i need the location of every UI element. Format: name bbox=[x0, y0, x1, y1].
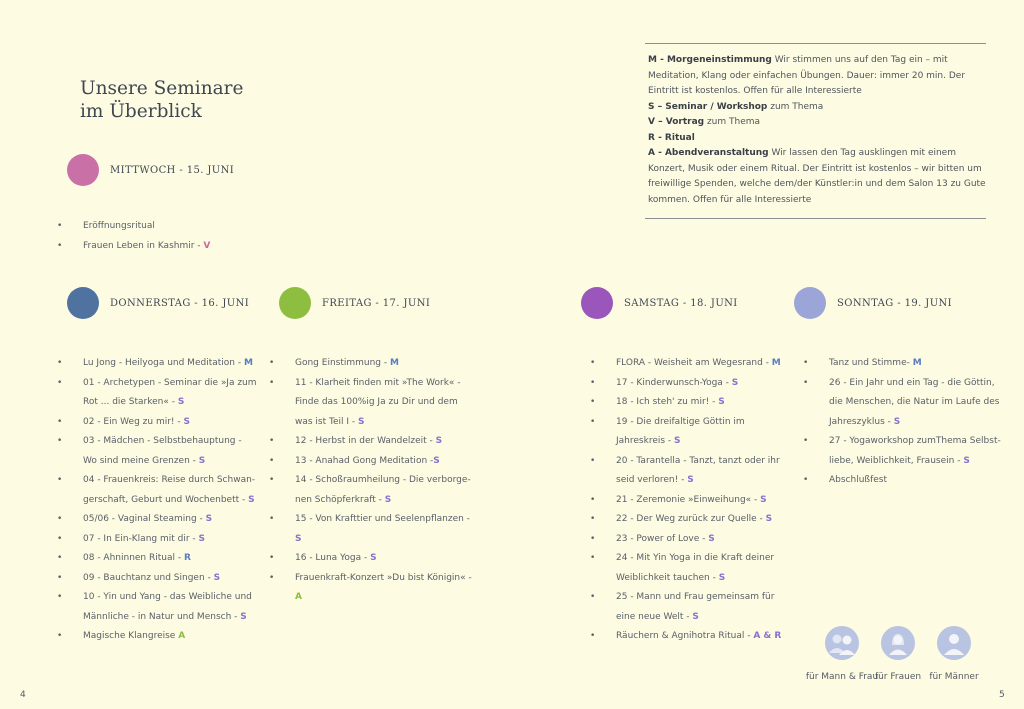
item-text: 04 - Frauenkreis: Reise durch Schwan- gerschaft, Geburt und Wochenbett - bbox=[83, 475, 256, 505]
audience-label-men: für Männer bbox=[929, 672, 979, 682]
item-code-badge: S bbox=[731, 377, 739, 388]
item-code-badge: R bbox=[183, 553, 191, 563]
item-text: 15 - Von Krafttier und Seelenpflanzen - bbox=[295, 514, 470, 524]
item-text: Frauenkraft-Konzert »Du bist Königin« - bbox=[295, 572, 472, 583]
item-text: 09 - Bauchtanz und Singen - bbox=[83, 572, 214, 583]
item-code-badge: S bbox=[248, 494, 255, 505]
list-saturday bbox=[590, 354, 795, 647]
item-text: Räuchern & Agnihotra Ritual - bbox=[616, 631, 754, 641]
audience-label-women: für Frauen bbox=[874, 672, 922, 682]
item-code-badge: S bbox=[893, 416, 901, 427]
list-item bbox=[57, 627, 257, 647]
item-text: Abschlußfest bbox=[829, 475, 888, 485]
legend-term-s: S – Seminar / Workshop bbox=[648, 101, 768, 112]
wednesday-dot-icon bbox=[67, 154, 99, 186]
page-title bbox=[80, 77, 243, 123]
list-item bbox=[590, 413, 795, 452]
list-item bbox=[590, 549, 795, 588]
legend-term-a: A - Abendveranstaltung bbox=[648, 148, 769, 158]
item-text: 26 - Ein Jahr und ein Tag - die Göttin, die Menschen, die Natur im Laufe des Jahreszyklus - bbox=[829, 377, 1000, 427]
item-text: 17 - Kinderwunsch-Yoga - bbox=[616, 377, 732, 388]
legend-entry-v bbox=[648, 115, 986, 131]
item-code-badge: S bbox=[708, 533, 715, 544]
item-text: 21 - Zeremonie »Einweihung« - bbox=[616, 494, 761, 505]
list-item bbox=[57, 237, 247, 257]
couple-icon bbox=[825, 626, 859, 660]
list-item bbox=[269, 452, 474, 472]
item-code-badge: S bbox=[370, 553, 377, 563]
item-code-badge: S bbox=[240, 611, 247, 622]
item-code-badge: S bbox=[177, 397, 185, 407]
thursday-dot-icon bbox=[67, 287, 99, 319]
item-text: 23 - Power of Love - bbox=[616, 533, 709, 544]
item-code-badge: A & R bbox=[753, 631, 782, 641]
list-item bbox=[803, 471, 1003, 491]
item-code-badge: S bbox=[198, 533, 205, 544]
day-header-wednesday bbox=[67, 154, 234, 186]
legend-entry-s bbox=[648, 100, 986, 116]
page-number-left: 4 bbox=[20, 690, 26, 700]
list-item bbox=[57, 549, 257, 569]
list-item bbox=[57, 569, 257, 589]
list-item bbox=[57, 217, 247, 237]
item-text: 13 - Anahad Gong Meditation - bbox=[295, 455, 434, 466]
page-number-right: 5 bbox=[999, 690, 1005, 700]
legend-term-v: V – Vortrag bbox=[648, 117, 705, 127]
list-item bbox=[269, 569, 474, 608]
item-code-badge: M bbox=[912, 358, 922, 368]
item-text: 25 - Mann und Frau gemeinsam für eine neue Welt - bbox=[616, 592, 775, 622]
list-item bbox=[57, 413, 257, 433]
day-header-sunday bbox=[794, 287, 952, 319]
item-code-badge: M bbox=[771, 358, 781, 368]
list-item bbox=[269, 549, 474, 569]
item-text: 18 - Ich steh' zu mir! - bbox=[616, 397, 719, 407]
item-code-badge: S bbox=[963, 455, 970, 466]
item-code-badge: S bbox=[295, 533, 302, 544]
list-item bbox=[590, 588, 795, 627]
list-item bbox=[269, 432, 474, 452]
item-text: Magische Klangreise bbox=[83, 631, 179, 641]
item-text: 08 - Ahninnen Ritual - bbox=[83, 553, 184, 563]
sunday-dot-icon bbox=[794, 287, 826, 319]
item-code-badge: S bbox=[718, 572, 726, 583]
woman-icon bbox=[881, 626, 915, 660]
item-code-badge: S bbox=[183, 416, 190, 427]
list-item bbox=[590, 393, 795, 413]
audience-label-couple: für Mann & Frau bbox=[805, 672, 879, 682]
item-text: Gong Einstimmung - bbox=[295, 358, 390, 368]
day-header-saturday bbox=[581, 287, 738, 319]
list-item bbox=[590, 354, 795, 374]
list-sunday bbox=[803, 354, 1003, 491]
item-code-badge: S bbox=[435, 436, 443, 446]
item-text: 14 - Schoßraumheilung - Die verborge- nen Schöpferkraft - bbox=[295, 475, 471, 505]
legend-entry-r bbox=[648, 131, 986, 147]
list-item bbox=[590, 452, 795, 491]
list-item bbox=[269, 354, 474, 374]
list-item bbox=[57, 354, 257, 374]
item-code-badge: S bbox=[760, 494, 767, 505]
list-item bbox=[269, 510, 474, 549]
list-item bbox=[590, 374, 795, 394]
list-item bbox=[57, 374, 257, 413]
legend-term-r: R - Ritual bbox=[648, 132, 695, 143]
list-item bbox=[590, 627, 795, 647]
list-item bbox=[57, 530, 257, 550]
item-text: Frauen Leben in Kashmir - bbox=[83, 240, 204, 251]
legend-desc-s: zum Thema bbox=[767, 101, 824, 112]
item-text: Eröffnungsritual bbox=[83, 221, 155, 231]
item-text: 20 - Tarantella - Tanzt, tanzt oder ihr seid verloren! - bbox=[616, 455, 780, 485]
man-icon bbox=[937, 626, 971, 660]
list-item bbox=[803, 354, 1003, 374]
day-title-saturday: SAMSTAG - 18. JUNI bbox=[624, 297, 738, 309]
item-code-badge: S bbox=[358, 416, 365, 427]
item-text: 02 - Ein Weg zu mir! - bbox=[83, 416, 184, 427]
item-code-badge: M bbox=[243, 358, 253, 368]
item-code-badge: S bbox=[213, 572, 221, 583]
item-text: 07 - In Ein-Klang mit dir - bbox=[83, 533, 199, 544]
item-text: Tanz und Stimme- bbox=[829, 358, 913, 368]
day-header-friday bbox=[279, 287, 430, 319]
list-item bbox=[57, 588, 257, 627]
item-text: 11 - Klarheit finden mit »The Work« - Finde das 100%ig Ja zu Dir und dem was ist Teil I - bbox=[295, 377, 461, 427]
legend-entry-m bbox=[648, 53, 986, 100]
list-item bbox=[590, 510, 795, 530]
legend-desc-m: Wir stimmen uns auf den Tag ein – mit Meditation, Klang oder einfachen Übungen. Dauer: immer 20 min. Der Eintritt ist kostenlos. Offen für alle Interessierte bbox=[648, 55, 966, 96]
item-text: 22 - Der Weg zurück zur Quelle - bbox=[616, 514, 766, 524]
saturday-dot-icon bbox=[581, 287, 613, 319]
friday-dot-icon bbox=[279, 287, 311, 319]
item-code-badge: S bbox=[205, 514, 213, 524]
item-code-badge: S bbox=[687, 475, 694, 485]
list-item bbox=[57, 432, 257, 471]
list-thursday bbox=[57, 354, 257, 647]
list-item bbox=[269, 471, 474, 510]
item-text: 27 - Yogaworkshop zumThema Selbst- liebe, Weiblichkeit, Frausein - bbox=[829, 436, 1001, 466]
title-line-2: im Überblick bbox=[80, 101, 202, 122]
day-title-sunday: SONNTAG - 19. JUNI bbox=[837, 297, 953, 309]
legend-desc-a: Wir lassen den Tag ausklingen mit einem Konzert, Musik oder einem Ritual. Der Eintritt ist kostenlos – wir bitten um freiwillige Spenden, welche dem/der Künstler:in und dem Salon 13 zu Gute kommen. Offen für alle Interessierte bbox=[648, 148, 986, 205]
item-text: Lu Jong - Heilyoga und Meditation - bbox=[83, 358, 244, 368]
item-text: 03 - Mädchen - Selbstbehauptung - Wo sind meine Grenzen - bbox=[83, 436, 242, 466]
item-code-badge: S bbox=[384, 494, 392, 505]
audience-men bbox=[919, 626, 989, 682]
day-title-wednesday: MITTWOCH - 15. JUNI bbox=[110, 164, 235, 176]
legend-entry-a bbox=[648, 146, 986, 208]
list-item bbox=[269, 374, 474, 433]
item-text: 24 - Mit Yin Yoga in die Kraft deiner Weiblichkeit tauchen - bbox=[616, 553, 775, 583]
item-code-badge: V bbox=[203, 240, 211, 251]
title-line-1: Unsere Seminare bbox=[80, 78, 244, 99]
item-text: 01 - Archetypen - Seminar die »Ja zum Rot ... die Starken« - bbox=[83, 377, 257, 407]
list-item bbox=[590, 491, 795, 511]
list-item bbox=[57, 510, 257, 530]
legend-box bbox=[645, 43, 986, 219]
list-wednesday bbox=[57, 217, 247, 256]
list-item bbox=[590, 530, 795, 550]
item-code-badge: A bbox=[178, 631, 186, 641]
list-friday bbox=[269, 354, 474, 608]
item-text: 10 - Yin und Yang - das Weibliche und Männliche - in Natur und Mensch - bbox=[83, 592, 252, 622]
item-text: 19 - Die dreifaltige Göttin im Jahreskreis - bbox=[616, 416, 745, 446]
day-header-thursday bbox=[67, 287, 249, 319]
list-item bbox=[803, 432, 1003, 471]
list-item bbox=[803, 374, 1003, 433]
list-item bbox=[57, 471, 257, 510]
item-code-badge: S bbox=[718, 397, 725, 407]
item-code-badge: S bbox=[674, 436, 681, 446]
item-code-badge: S bbox=[692, 611, 699, 622]
item-text: 05/06 - Vaginal Steaming - bbox=[83, 514, 206, 524]
item-code-badge: S bbox=[433, 455, 440, 466]
legend-desc-v: zum Thema bbox=[704, 117, 761, 127]
day-title-thursday: DONNERSTAG - 16. JUNI bbox=[110, 297, 250, 309]
item-text: FLORA - Weisheit am Wegesrand - bbox=[616, 358, 772, 368]
item-code-badge: A bbox=[295, 592, 302, 602]
item-text: 12 - Herbst in der Wandelzeit - bbox=[295, 436, 436, 446]
legend-term-m: M - Morgeneinstimmung bbox=[648, 55, 772, 65]
item-code-badge: S bbox=[765, 514, 773, 524]
day-title-friday: FREITAG - 17. JUNI bbox=[322, 297, 431, 309]
item-code-badge: S bbox=[198, 455, 206, 466]
item-text: 16 - Luna Yoga - bbox=[295, 553, 371, 563]
item-code-badge: M bbox=[390, 358, 399, 368]
